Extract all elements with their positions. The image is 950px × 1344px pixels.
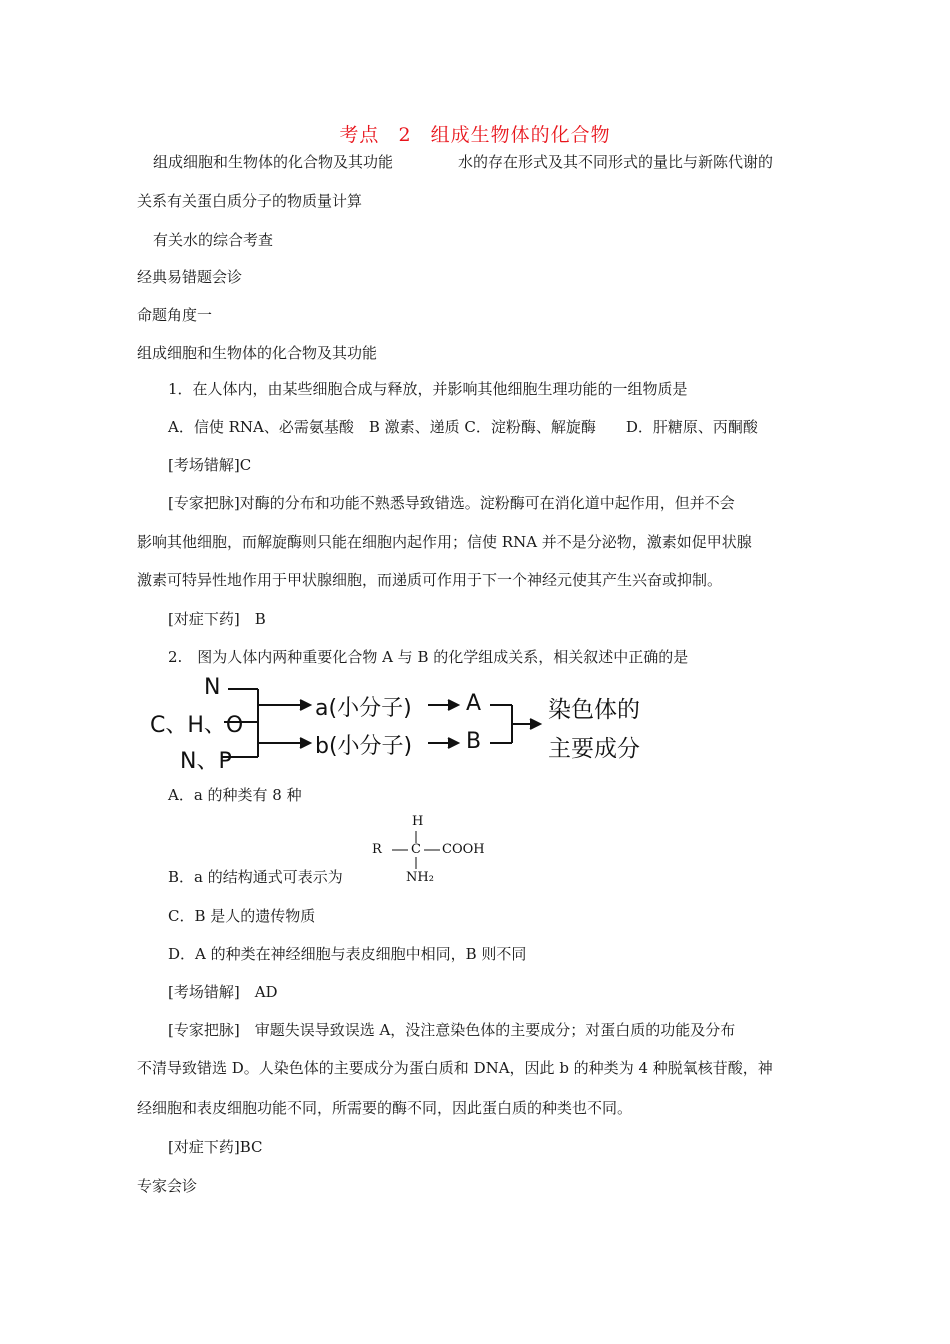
- formula-r: R: [372, 842, 382, 857]
- diagram-a-label: a(小分子): [315, 696, 412, 721]
- page-title: [0, 122, 950, 148]
- diagram-B: B: [466, 729, 482, 754]
- diagram-b-label: b(小分子): [315, 734, 413, 759]
- q2-option-a: A．a 的种类有 8 种: [168, 786, 302, 804]
- diagram-result-1: 染色体的: [548, 697, 640, 723]
- diagram-A: A: [466, 691, 482, 716]
- intro-topic-2: 水的存在形式及其不同形式的量比与新陈代谢的: [458, 153, 774, 171]
- heading-classic: 经典易错题会诊: [137, 268, 243, 286]
- formula-h: H: [412, 814, 424, 829]
- formula-cooh: COOH: [442, 842, 485, 857]
- formula-bonds: [370, 814, 510, 884]
- heading-section: 组成细胞和生物体的化合物及其功能: [137, 344, 378, 362]
- q2-answer: [对症下药]BC: [168, 1138, 263, 1156]
- q2-option-b: B．a 的结构通式可表示为: [168, 868, 343, 886]
- formula-c: C: [411, 842, 421, 857]
- heading-expert-consult: 专家会诊: [137, 1177, 198, 1195]
- q2-option-d: D．A 的种类在神经细胞与表皮细胞中相同，B 则不同: [168, 945, 527, 963]
- q2-expert-line2: 不清导致错选 D。人染色体的主要成分为蛋白质和 DNA，因此 b 的种类为 4 种脱氧核苷酸，神: [137, 1059, 773, 1077]
- diagram-n: N: [204, 675, 221, 700]
- q1-stem: 1．在人体内，由某些细胞合成与释放，并影响其他细胞生理功能的一组物质是: [168, 380, 688, 398]
- q2-stem: 2. 图为人体内两种重要化合物 A 与 B 的化学组成关系，相关叙述中正确的是: [168, 648, 689, 666]
- heading-angle: 命题角度一: [137, 306, 213, 324]
- q2-expert-line3: 经细胞和表皮细胞功能不同，所需要的酶不同，因此蛋白质的种类也不同。: [137, 1099, 633, 1117]
- intro-topic-3: 关系有关蛋白质分子的物质量计算: [137, 192, 363, 210]
- q2-option-c: C．B 是人的遗传物质: [168, 907, 316, 925]
- composition-diagram: [140, 675, 660, 785]
- q1-options: A．信使 RNA、必需氨基酸 B 激素、递质 C．淀粉酶、解旋酶 D．肝糖原、丙酮酸: [168, 418, 758, 436]
- formula-nh2: NH₂: [406, 870, 434, 885]
- diagram-np: N、P: [180, 749, 232, 774]
- title-kaodian: 考点: [339, 124, 380, 146]
- diagram-cho: C、H、O: [150, 713, 244, 738]
- intro-topic-4: 有关水的综合考查: [153, 231, 274, 249]
- diagram-result-2: 主要成分: [548, 736, 640, 762]
- q2-error: [考场错解] AD: [168, 983, 278, 1001]
- intro-topic-1: 组成细胞和生物体的化合物及其功能: [153, 153, 394, 171]
- title-topic: 组成生物体的化合物: [430, 124, 611, 146]
- q1-expert-line2: 影响其他细胞，而解旋酶则只能在细胞内起作用；信使 RNA 并不是分泌物，激素如促甲状腺: [137, 533, 752, 551]
- q1-answer: [对症下药] B: [168, 610, 266, 628]
- q1-expert-line3: 激素可特异性地作用于甲状腺细胞，而递质可作用于下一个神经元使其产生兴奋或抑制。: [137, 571, 723, 589]
- amino-acid-formula: [370, 814, 510, 884]
- q1-error: [考场错解]C: [168, 456, 252, 474]
- q2-expert-line1: [专家把脉] 审题失误导致误选 A，没注意染色体的主要成分；对蛋白质的功能及分布: [168, 1021, 736, 1039]
- q1-expert-line1: [专家把脉]对酶的分布和功能不熟悉导致错选。淀粉酶可在消化道中起作用，但并不会: [168, 494, 735, 512]
- title-number: 2: [398, 124, 412, 146]
